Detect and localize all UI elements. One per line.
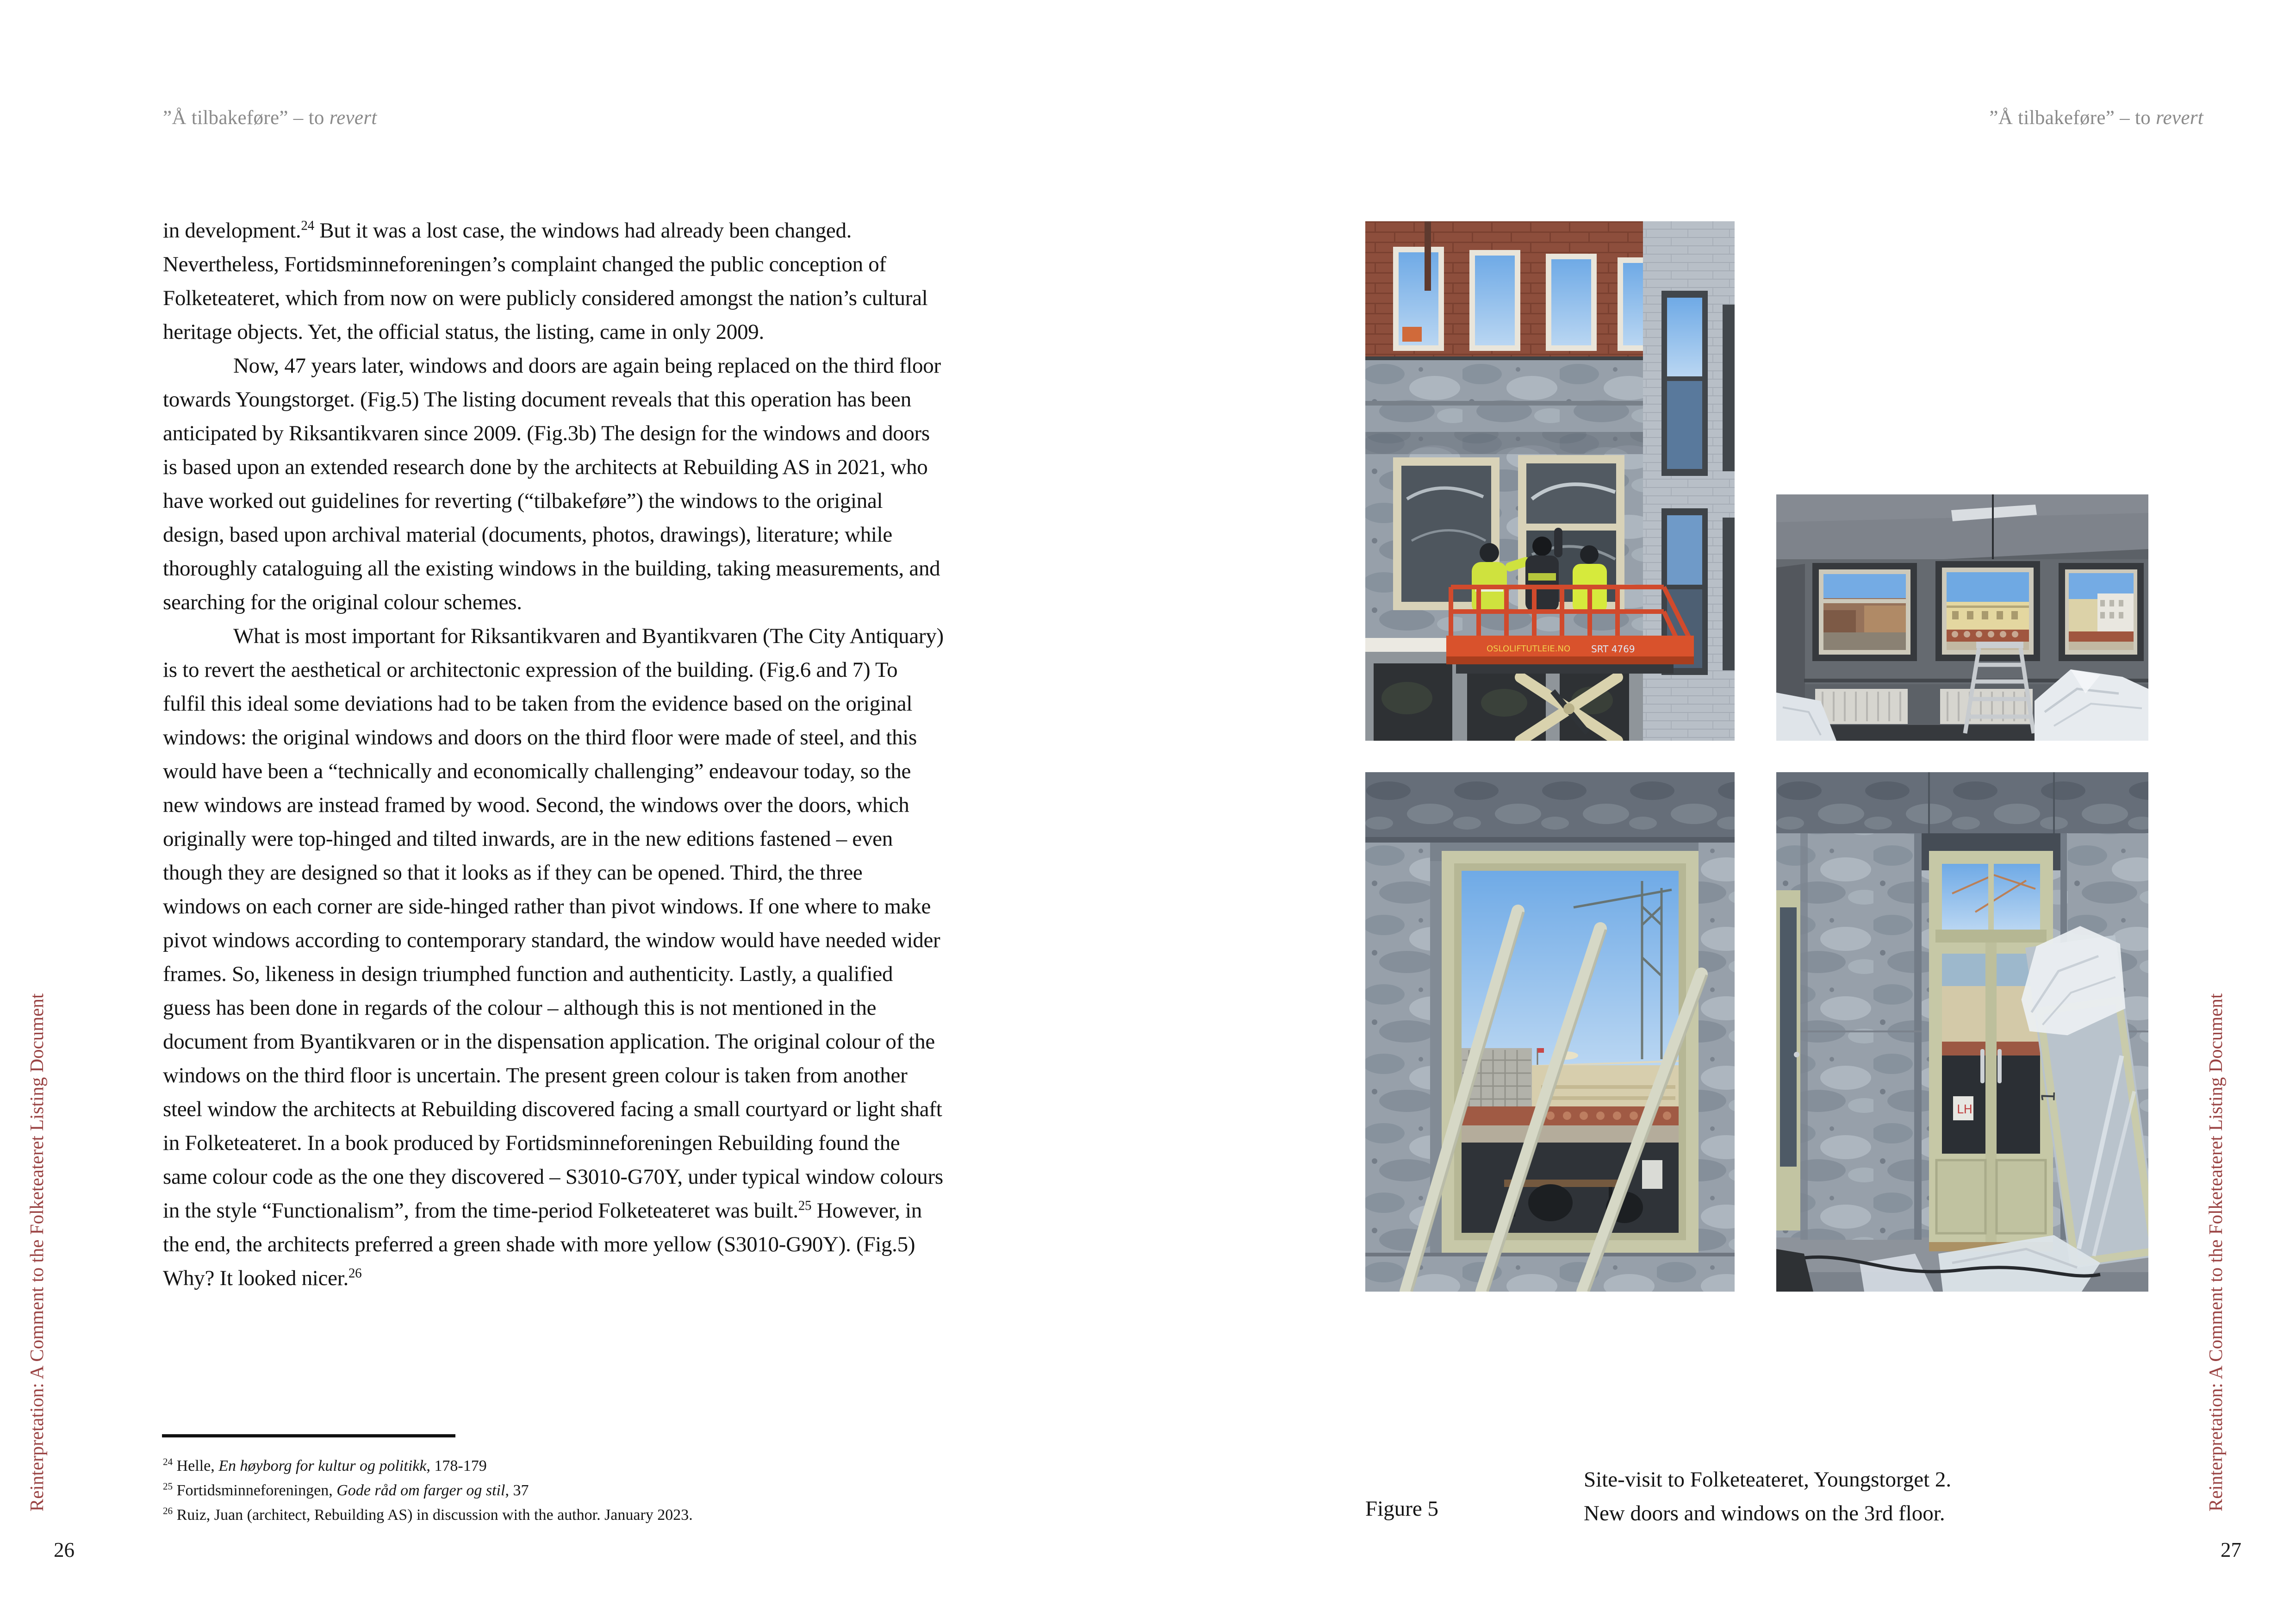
double-door-unit: [1929, 851, 2053, 1251]
lift-brand-text: OSLOLIFTUTLEIE.NO: [1487, 644, 1571, 654]
footnote: [163, 1454, 973, 1478]
text-run: revert: [2156, 107, 2203, 129]
text-run: ”Å tilbakeføre” – to: [1989, 107, 2156, 129]
window-glass: [1462, 871, 1679, 1233]
text-run: Now, 47 years later, windows and doors are again being replaced on the third floor towards Youngstorget. (Fig.5) The listing document reveals that this operation has been anticipated by Riksantikvaren since 2009. (Fig.3b) The design for the windows and doors is based upon an extended research done by the architects at Rebuilding AS in 2021, who have worked out guidelines for reverting (“tilbakeføre”) the windows to the original design, based upon archival material (documents, photos, drawings), literature; while thoroughly cataloguing all the existing windows in the building, taking measurements, and searching for the original colour schemes.: [163, 354, 941, 614]
figure-label: Figure 5: [1365, 1497, 1438, 1521]
far-left-door-edge: [1776, 890, 1800, 1230]
marble-lintel: [1365, 432, 1643, 454]
text-run: 25: [798, 1198, 812, 1213]
figure5-photo-facade-lift: [1365, 221, 1735, 741]
running-header-left: [163, 106, 377, 129]
window-left: [1812, 563, 1917, 661]
body-paragraph: [163, 619, 945, 1295]
figure-caption-line: Site-visit to Folketeateret, Youngstorget 2.: [1584, 1468, 1952, 1492]
sidebar-title-left: Reinterpretation: A Comment to the Folketeateret Listing Document: [26, 993, 47, 1512]
text-run: in development.: [163, 219, 301, 243]
sidebar-title-right: Reinterpretation: A Comment to the Folketeateret Listing Document: [2205, 993, 2226, 1512]
bucket-text: LH: [1957, 1103, 1973, 1117]
transom-bar: [1935, 930, 2047, 943]
text-run: However, in the end, the architects preferred a green shade with more yellow (S3010-G90Y). (Fig.5) Why? It looked nicer.: [163, 1199, 922, 1290]
interior-illustration: [1776, 494, 2148, 741]
footnote: [163, 1478, 973, 1503]
text-run: 26: [348, 1266, 362, 1281]
marble-column-left: [1800, 833, 1922, 1240]
facade-lift-illustration: [1365, 221, 1735, 741]
figure5-photo-new-window-closeup: [1365, 772, 1735, 1292]
drainpipe: [1425, 221, 1431, 291]
text-run: 24: [163, 1456, 173, 1468]
worker-dark-jacket: [1525, 556, 1559, 611]
text-run: 24: [301, 218, 314, 233]
door-leaf-left: [1936, 954, 1985, 1233]
pencil-marking: 1: [2038, 1090, 2060, 1103]
text-run: 26: [163, 1505, 173, 1517]
body-text: [163, 214, 945, 1295]
figure-caption-line: New doors and windows on the 3rd floor.: [1584, 1501, 1945, 1525]
text-run: , 178-179: [426, 1457, 487, 1474]
body-paragraph: [163, 349, 945, 619]
worker-helmet: [1532, 537, 1552, 556]
marble-lintel: [1365, 772, 1735, 841]
balcony-rail: [1365, 356, 1643, 360]
door-handle: [1980, 1049, 1985, 1083]
door-panel: [1936, 1160, 1985, 1233]
door-panel: [1997, 1160, 2046, 1233]
text-run: revert: [329, 107, 377, 129]
center-stile: [1985, 943, 1997, 1243]
marble-lintel: [1776, 772, 2148, 833]
text-run: ”Å tilbakeføre” – to: [163, 107, 330, 129]
text-run: Gode råd om farger og stil: [336, 1482, 505, 1499]
footnote-rule: [162, 1434, 455, 1437]
door-handle: [1997, 1049, 2002, 1083]
running-header-right: [1989, 106, 2203, 129]
text-run: En høyborg for kultur og politikk: [218, 1457, 427, 1474]
figure5-photo-interior-windows: [1776, 494, 2148, 741]
worker-head: [1580, 545, 1599, 564]
stone-cornice: [1365, 360, 1643, 404]
page-number-left: 26: [54, 1538, 75, 1562]
text-run: Helle,: [173, 1457, 219, 1474]
body-paragraph: [163, 214, 945, 349]
text-run: What is most important for Riksantikvaren and Byantikvaren (The City Antiquary) is to revert the aesthetical or architectonic expression of the building. (Fig.6 and 7) To fulfil this ideal some deviations had to be taken from the evidence based on the original windows: the original windows and doors on the third floor were made of steel, and this would have been a “technically and economically challenging” endeavour today, so the new windows are instead framed by wood. Second, the windows over the doors, which originally were top-hinged and tilted inwards, are in the new editions fastened – even though they are designed so that it looks as if they can be opened. Third, the three windows on each corner are side-hinged rather than pivot windows. If one where to make pivot windows according to contemporary standard, the window would have needed wider frames. So, likeness in design triumphed function and authenticity. Lastly, a qualified guess has been done in regards of the colour – although this is not mentioned in the document from Byantikvaren or in the dispensation application. The original colour of the windows on the third floor is uncertain. The present green colour is taken from another steel window the architects at Rebuilding discovered facing a small courtyard or light shaft in Folketeateret. In a book produced by Fortidsminneforeningen Rebuilding found the same colour code as the one they discovered – S3010-G70Y, under typical window colours in the style “Functionalism”, from the time-period Folketeateret was built.: [163, 624, 944, 1223]
figure5-photo-new-doors: [1776, 772, 2148, 1292]
new-window-illustration: [1365, 772, 1735, 1292]
window-right: [2059, 563, 2144, 661]
page-number-right: 27: [2221, 1538, 2241, 1562]
text-run: Ruiz, Juan (architect, Rebuilding AS) in discussion with the author. January 2023.: [173, 1506, 693, 1524]
footnotes: [163, 1454, 973, 1527]
text-run: , 37: [505, 1482, 529, 1499]
worker-head: [1480, 543, 1499, 562]
text-run: But it was a lost case, the windows had already been changed. Nevertheless, Fortidsminneforeningen’s complaint changed the public conception of Folketeateret, which from now on were publicly considered amongst the nation’s cultural heritage objects. Yet, the official status, the listing, came in only 2009.: [163, 219, 928, 344]
footnote: [163, 1503, 973, 1527]
new-doors-illustration: [1776, 772, 2148, 1292]
figure-caption: [1584, 1463, 1951, 1530]
text-run: Fortidsminneforeningen,: [173, 1482, 337, 1499]
lift-model-text: SRT 4769: [1591, 643, 1635, 655]
flag-reflection: [1537, 1048, 1544, 1053]
text-run: 25: [163, 1480, 173, 1492]
left-wall: [1776, 564, 1805, 712]
paper-label: [1642, 1160, 1662, 1189]
